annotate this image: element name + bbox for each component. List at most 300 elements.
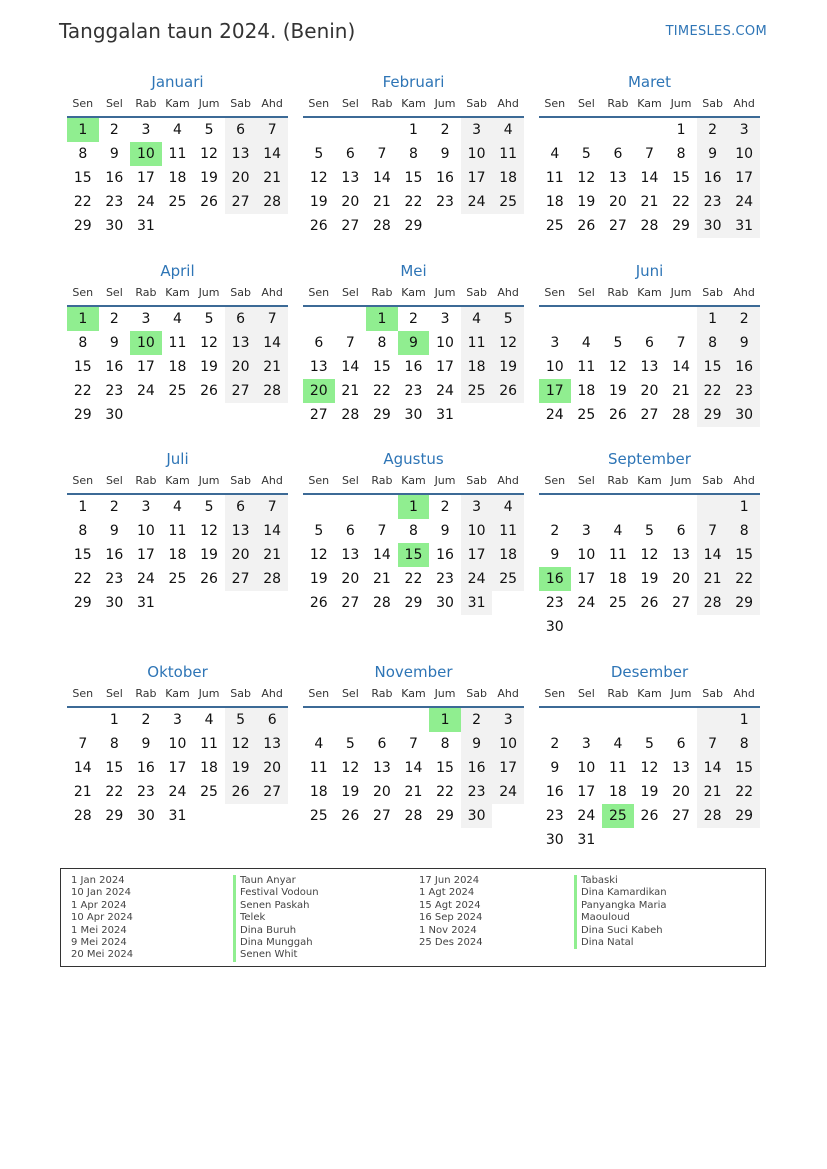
day-cell: 7 — [256, 495, 288, 519]
weekday-label: Sab — [466, 474, 487, 487]
day-cell: 4 — [581, 335, 591, 351]
day-cell: 31 — [436, 407, 454, 423]
day-cell: 18 — [200, 760, 218, 776]
weekday-header — [303, 94, 524, 118]
day-cell: 27 — [225, 379, 257, 403]
day-cell: 17 — [577, 784, 596, 800]
empty-cell — [602, 708, 634, 732]
day-cell: 24 — [136, 194, 155, 210]
day-cell: 27 — [640, 407, 659, 423]
month-name: Agustus — [383, 450, 444, 468]
weekday-label: Jum — [198, 474, 220, 487]
day-cell: 19 — [492, 355, 524, 379]
holiday-day-cell: 1 — [67, 307, 99, 331]
day-cell: 7 — [345, 335, 355, 351]
day-cell: 17 — [461, 543, 493, 567]
day-cell: 16 — [728, 355, 760, 379]
day-cell: 28 — [341, 407, 360, 423]
day-cell: 25 — [168, 383, 187, 399]
holiday-date: 1 Agt 2024 — [419, 887, 475, 899]
day-cell: 4 — [492, 118, 524, 142]
day-grid — [539, 495, 760, 639]
weekday-label: Rab — [135, 474, 157, 487]
day-cell: 22 — [728, 780, 760, 804]
day-cell: 22 — [728, 567, 760, 591]
day-cell: 31 — [136, 218, 155, 234]
day-cell: 14 — [404, 760, 423, 776]
day-cell: 19 — [309, 194, 328, 210]
day-cell: 8 — [728, 732, 760, 756]
day-cell: 23 — [436, 571, 454, 587]
day-cell: 20 — [225, 543, 257, 567]
day-cell: 3 — [173, 712, 182, 728]
day-cell: 21 — [697, 780, 729, 804]
day-cell: 11 — [200, 736, 218, 752]
day-cell: 26 — [200, 571, 218, 587]
empty-cell — [634, 495, 666, 519]
day-cell: 1 — [409, 122, 418, 138]
day-cell: 15 — [372, 359, 391, 375]
day-cell: 10 — [461, 142, 493, 166]
weekday-label: Kam — [401, 286, 426, 299]
day-cell: 16 — [697, 166, 729, 190]
month-juni — [539, 261, 760, 427]
month-name: September — [608, 450, 691, 468]
day-cell: 8 — [409, 523, 418, 539]
day-cell: 3 — [550, 335, 560, 351]
day-cell: 14 — [640, 170, 659, 186]
day-cell: 6 — [613, 146, 623, 162]
day-cell: 16 — [404, 359, 423, 375]
day-cell: 4 — [613, 736, 623, 752]
day-cell: 22 — [73, 194, 92, 210]
day-cell: 2 — [109, 499, 119, 515]
day-cell: 19 — [640, 571, 659, 587]
day-cell: 16 — [545, 784, 564, 800]
day-cell: 14 — [697, 543, 729, 567]
day-cell: 6 — [645, 335, 654, 351]
day-cell: 28 — [256, 379, 288, 403]
day-cell: 26 — [608, 407, 627, 423]
day-cell: 12 — [309, 547, 328, 563]
empty-cell — [366, 495, 398, 519]
day-cell: 11 — [168, 146, 187, 162]
day-cell: 8 — [377, 335, 387, 351]
day-grid — [67, 118, 288, 238]
day-cell: 30 — [436, 595, 454, 611]
day-grid — [303, 708, 524, 828]
day-cell: 18 — [608, 784, 627, 800]
day-cell: 14 — [672, 359, 690, 375]
day-cell: 15 — [672, 170, 690, 186]
day-cell: 10 — [545, 359, 564, 375]
empty-cell — [539, 118, 571, 142]
weekday-label: Kam — [637, 474, 662, 487]
empty-cell — [335, 118, 367, 142]
empty-cell — [634, 307, 666, 331]
day-cell: 23 — [436, 194, 454, 210]
day-cell: 21 — [697, 567, 729, 591]
day-cell: 4 — [173, 311, 182, 327]
holiday-date: 10 Apr 2024 — [71, 912, 133, 924]
day-cell: 3 — [581, 523, 591, 539]
day-cell: 29 — [697, 403, 729, 427]
day-cell: 2 — [697, 118, 729, 142]
empty-cell — [665, 495, 697, 519]
holiday-date: 25 Des 2024 — [419, 937, 483, 949]
legend-names-1 — [233, 875, 319, 962]
month-september — [539, 449, 760, 639]
weekday-header — [303, 283, 524, 307]
day-cell: 16 — [105, 359, 124, 375]
weekday-header — [539, 471, 760, 495]
day-cell: 31 — [461, 591, 493, 615]
day-cell: 5 — [613, 335, 623, 351]
day-cell: 27 — [341, 218, 360, 234]
weekday-label: Sen — [308, 286, 330, 299]
weekday-label: Ahd — [261, 687, 283, 700]
day-cell: 20 — [672, 784, 690, 800]
day-cell: 7 — [676, 335, 686, 351]
day-cell: 10 — [577, 547, 596, 563]
weekday-header — [539, 684, 760, 708]
holiday-day-cell: 1 — [429, 708, 461, 732]
day-cell: 21 — [640, 194, 659, 210]
holiday-day-cell: 20 — [303, 379, 335, 403]
empty-cell — [539, 495, 571, 519]
day-cell: 19 — [225, 756, 257, 780]
weekday-label: Rab — [607, 687, 629, 700]
day-cell: 17 — [436, 359, 454, 375]
day-cell: 24 — [461, 190, 493, 214]
weekday-label: Jum — [670, 474, 692, 487]
weekday-label: Rab — [371, 286, 393, 299]
weekday-label: Sel — [577, 474, 595, 487]
weekday-label: Sen — [72, 97, 94, 110]
month-oktober — [67, 662, 288, 828]
day-cell: 6 — [225, 495, 257, 519]
day-cell: 9 — [550, 547, 560, 563]
weekday-label: Sel — [105, 97, 123, 110]
day-grid — [67, 307, 288, 427]
day-cell: 10 — [461, 519, 493, 543]
day-grid — [303, 118, 524, 238]
weekday-label: Sen — [544, 474, 566, 487]
day-cell: 11 — [168, 335, 187, 351]
day-cell: 12 — [577, 170, 596, 186]
weekday-header — [67, 94, 288, 118]
weekday-label: Kam — [165, 286, 190, 299]
day-cell: 29 — [105, 808, 124, 824]
weekday-label: Rab — [371, 474, 393, 487]
day-cell: 11 — [545, 170, 564, 186]
month-februari — [303, 72, 524, 238]
weekday-label: Sel — [105, 687, 123, 700]
day-cell: 25 — [200, 784, 218, 800]
day-cell: 28 — [404, 808, 423, 824]
day-cell: 27 — [672, 808, 690, 824]
day-cell: 28 — [697, 591, 729, 615]
day-grid — [303, 307, 524, 427]
day-cell: 6 — [676, 736, 686, 752]
day-cell: 14 — [256, 331, 288, 355]
weekday-label: Sel — [341, 97, 359, 110]
day-cell: 24 — [728, 190, 760, 214]
day-cell: 20 — [225, 355, 257, 379]
holiday-date: 1 Mei 2024 — [71, 924, 127, 936]
day-cell: 3 — [440, 311, 450, 327]
day-cell: 11 — [608, 760, 627, 776]
holiday-name: Panyangka Maria — [574, 900, 667, 912]
weekday-label: Ahd — [733, 474, 755, 487]
day-cell: 21 — [256, 355, 288, 379]
weekday-label: Kam — [637, 97, 662, 110]
day-cell: 28 — [697, 804, 729, 828]
day-cell: 15 — [697, 355, 729, 379]
day-cell: 23 — [105, 571, 124, 587]
day-cell: 19 — [309, 571, 328, 587]
day-cell: 29 — [404, 218, 423, 234]
day-cell: 13 — [341, 170, 360, 186]
day-cell: 17 — [136, 547, 155, 563]
weekday-label: Rab — [371, 687, 393, 700]
legend-names-2 — [574, 875, 667, 949]
day-grid — [539, 307, 760, 427]
day-cell: 26 — [200, 383, 218, 399]
day-cell: 7 — [377, 146, 387, 162]
empty-cell — [335, 495, 367, 519]
day-cell: 4 — [314, 736, 324, 752]
day-cell: 3 — [581, 736, 591, 752]
day-cell: 13 — [341, 547, 360, 563]
day-cell: 29 — [728, 804, 760, 828]
day-cell: 6 — [225, 307, 257, 331]
day-cell: 26 — [492, 379, 524, 403]
day-cell: 1 — [109, 712, 119, 728]
holiday-name: Dina Kamardikan — [574, 887, 667, 899]
day-cell: 30 — [545, 832, 564, 848]
day-cell: 23 — [105, 194, 124, 210]
weekday-label: Kam — [637, 687, 662, 700]
empty-cell — [697, 708, 729, 732]
day-cell: 15 — [404, 170, 423, 186]
day-cell: 30 — [105, 407, 124, 423]
day-cell: 9 — [141, 736, 151, 752]
day-cell: 9 — [109, 146, 119, 162]
empty-cell — [697, 495, 729, 519]
day-cell: 14 — [256, 142, 288, 166]
day-cell: 22 — [404, 194, 423, 210]
day-cell: 20 — [341, 571, 360, 587]
day-cell: 26 — [640, 595, 659, 611]
day-cell: 6 — [345, 523, 355, 539]
day-cell: 8 — [697, 331, 729, 355]
day-cell: 1 — [728, 708, 760, 732]
day-cell: 5 — [204, 499, 214, 515]
day-cell: 4 — [550, 146, 560, 162]
day-cell: 26 — [200, 194, 218, 210]
day-cell: 28 — [672, 407, 690, 423]
day-cell: 18 — [608, 571, 627, 587]
day-cell: 4 — [204, 712, 214, 728]
day-cell: 9 — [550, 760, 560, 776]
day-cell: 18 — [492, 543, 524, 567]
day-grid — [303, 495, 524, 615]
day-cell: 8 — [78, 146, 88, 162]
day-cell: 5 — [225, 708, 257, 732]
weekday-label: Jum — [434, 474, 456, 487]
day-cell: 30 — [136, 808, 155, 824]
day-cell: 30 — [728, 403, 760, 427]
day-cell: 5 — [645, 523, 654, 539]
day-cell: 21 — [256, 166, 288, 190]
day-cell: 3 — [141, 311, 151, 327]
month-november — [303, 662, 524, 828]
weekday-label: Jum — [670, 97, 692, 110]
weekday-label: Sab — [230, 286, 251, 299]
month-name: April — [160, 262, 195, 280]
day-cell: 2 — [550, 736, 560, 752]
day-cell: 12 — [200, 335, 218, 351]
weekday-label: Sen — [308, 687, 330, 700]
day-cell: 11 — [492, 142, 524, 166]
empty-cell — [335, 307, 367, 331]
weekday-label: Kam — [165, 474, 190, 487]
day-cell: 15 — [436, 760, 454, 776]
day-cell: 12 — [200, 146, 218, 162]
day-cell: 25 — [168, 571, 187, 587]
month-name: Januari — [151, 73, 204, 91]
day-cell: 9 — [109, 335, 119, 351]
weekday-label: Kam — [401, 474, 426, 487]
weekday-label: Sab — [702, 286, 723, 299]
day-cell: 11 — [168, 523, 187, 539]
day-cell: 20 — [608, 194, 627, 210]
day-cell: 24 — [136, 383, 155, 399]
day-cell: 10 — [577, 760, 596, 776]
day-cell: 13 — [225, 142, 257, 166]
day-cell: 29 — [404, 595, 423, 611]
holiday-date: 1 Nov 2024 — [419, 924, 477, 936]
weekday-label: Rab — [371, 97, 393, 110]
day-cell: 4 — [492, 495, 524, 519]
day-cell: 16 — [105, 170, 124, 186]
day-cell: 30 — [461, 804, 493, 828]
day-cell: 4 — [461, 307, 493, 331]
day-cell: 20 — [372, 784, 391, 800]
empty-cell — [634, 708, 666, 732]
day-cell: 3 — [141, 122, 151, 138]
day-cell: 4 — [173, 499, 182, 515]
day-cell: 21 — [372, 571, 391, 587]
day-cell: 8 — [78, 335, 88, 351]
day-cell: 1 — [697, 307, 729, 331]
empty-cell — [366, 708, 398, 732]
holiday-day-cell: 16 — [539, 567, 571, 591]
day-cell: 11 — [461, 331, 493, 355]
day-cell: 31 — [168, 808, 187, 824]
empty-cell — [67, 708, 99, 732]
day-cell: 8 — [78, 523, 88, 539]
holiday-day-cell: 1 — [67, 118, 99, 142]
weekday-label: Ahd — [261, 286, 283, 299]
day-cell: 24 — [577, 808, 596, 824]
holiday-date: 9 Mei 2024 — [71, 937, 127, 949]
day-cell: 2 — [550, 523, 560, 539]
day-cell: 27 — [341, 595, 360, 611]
day-cell: 17 — [136, 359, 155, 375]
day-cell: 29 — [672, 218, 690, 234]
day-cell: 20 — [640, 383, 659, 399]
day-cell: 27 — [608, 218, 627, 234]
day-cell: 28 — [256, 190, 288, 214]
weekday-label: Sel — [341, 687, 359, 700]
day-cell: 27 — [372, 808, 391, 824]
day-cell: 27 — [309, 407, 328, 423]
day-cell: 22 — [436, 784, 454, 800]
weekday-label: Sen — [544, 687, 566, 700]
empty-cell — [539, 708, 571, 732]
day-grid — [67, 708, 288, 828]
day-cell: 1 — [728, 495, 760, 519]
weekday-header — [303, 471, 524, 495]
day-cell: 12 — [200, 523, 218, 539]
month-april — [67, 261, 288, 427]
day-cell: 7 — [697, 732, 729, 756]
day-cell: 23 — [136, 784, 155, 800]
day-cell: 2 — [440, 499, 450, 515]
day-cell: 23 — [461, 780, 493, 804]
holiday-name: Taun Anyar — [233, 875, 319, 887]
weekday-label: Sen — [72, 474, 94, 487]
day-cell: 25 — [168, 194, 187, 210]
day-cell: 26 — [341, 808, 360, 824]
day-cell: 15 — [73, 359, 92, 375]
empty-cell — [571, 495, 603, 519]
holiday-date: 20 Mei 2024 — [71, 949, 134, 961]
empty-cell — [602, 307, 634, 331]
empty-cell — [539, 307, 571, 331]
day-cell: 27 — [225, 567, 257, 591]
holiday-day-cell: 9 — [398, 331, 430, 355]
day-cell: 23 — [545, 808, 564, 824]
weekday-label: Ahd — [497, 97, 519, 110]
weekday-label: Ahd — [497, 286, 519, 299]
day-cell: 28 — [640, 218, 659, 234]
day-cell: 7 — [377, 523, 387, 539]
weekday-label: Sab — [702, 97, 723, 110]
day-cell: 23 — [105, 383, 124, 399]
day-cell: 26 — [577, 218, 596, 234]
legend-dates-2 — [419, 875, 483, 949]
weekday-label: Jum — [198, 687, 220, 700]
weekday-label: Sab — [230, 97, 251, 110]
day-grid — [539, 708, 760, 852]
weekday-label: Ahd — [261, 474, 283, 487]
day-cell: 25 — [545, 218, 564, 234]
day-cell: 13 — [225, 519, 257, 543]
weekday-header — [67, 283, 288, 307]
brand-link[interactable]: TIMESLES.COM — [665, 24, 767, 39]
day-cell: 4 — [613, 523, 623, 539]
day-cell: 30 — [545, 619, 564, 635]
day-cell: 17 — [492, 756, 524, 780]
day-cell: 1 — [78, 499, 88, 515]
day-cell: 16 — [436, 170, 454, 186]
day-cell: 25 — [492, 190, 524, 214]
day-cell: 5 — [204, 122, 214, 138]
day-cell: 22 — [73, 571, 92, 587]
